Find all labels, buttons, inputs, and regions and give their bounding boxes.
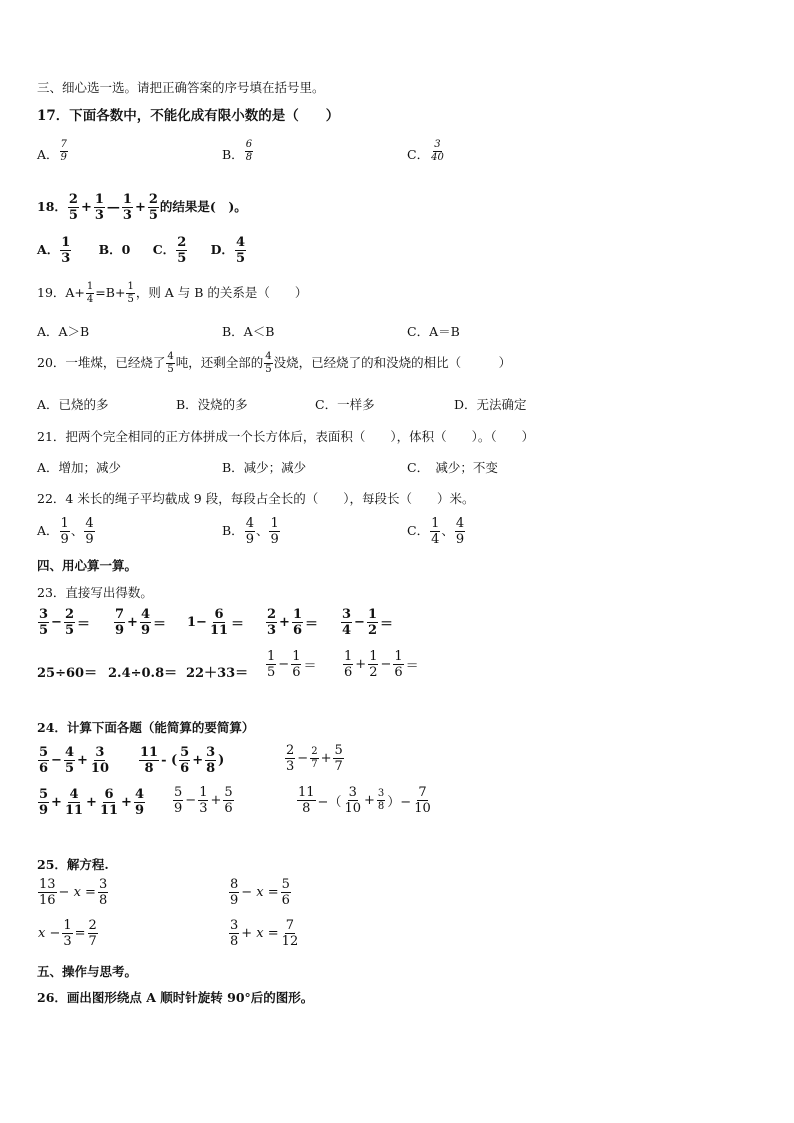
q23-expr-3: 1− $\frac{6}{11}$ ＝ [187, 607, 245, 638]
q25-stem: 25．解方程. [37, 857, 109, 872]
section-4-title: 四、用心算一算。 [37, 558, 138, 573]
q22-option-b: B． $\frac{4}{9}$ 、 $\frac{1}{9}$ [222, 516, 279, 547]
q25-equation-4: $\frac{3}{8}$ + x = $\frac{7}{12}$ [230, 918, 299, 949]
q20-option-b: B．没烧的多 [176, 397, 248, 412]
q23-expr-5: $\frac{3}{4}$ − $\frac{1}{2}$ ＝ [342, 607, 394, 638]
q22-stem: 22．4 米长的绳子平均截成 9 段，每段占全长的（ ），每段长（ ）米。 [37, 491, 475, 506]
q21-option-a: A．增加；减少 [37, 460, 122, 475]
section-5-title: 五、操作与思考。 [37, 964, 138, 979]
q24-expr-3: $\frac{2}{3}$ − $\frac{2}{7}$ + $\frac{5}{7}$ [286, 743, 343, 774]
q19-option-c: C．A＝B [407, 324, 460, 339]
q18-options: A． $\frac{1}{3}$ B．0 C． $\frac{2}{5}$ D． $\frac{4}{5}$ [37, 235, 245, 266]
q23-expr-2: $\frac{7}{9}$ + $\frac{4}{9}$ ＝ [115, 607, 167, 638]
q24-expr-2: $\frac{11}{8}$ - ( $\frac{5}{6}$ + $\frac{3}{8}$ ) [140, 745, 225, 776]
q23-expr-9: $\frac{1}{5}$ − $\frac{1}{6}$ ＝ [267, 649, 317, 680]
q24-expr-5: $\frac{5}{9}$ − $\frac{1}{3}$ + $\frac{5}{6}$ [174, 785, 233, 816]
q26-stem: 26．画出图形绕点 A 顺时针旋转 90°后的图形。 [37, 990, 314, 1005]
q25-equation-1: $\frac{13}{16}$ − x = $\frac{3}{8}$ [39, 877, 108, 908]
q19-option-a: A．A＞B [37, 324, 90, 339]
q23-expr-4: $\frac{2}{3}$ + $\frac{1}{6}$ ＝ [267, 607, 319, 638]
q23-stem: 23．直接写出得数。 [37, 585, 153, 600]
q25-equation-3: x − $\frac{1}{3}$ = $\frac{2}{7}$ [38, 918, 97, 949]
q21-option-c: C． 减少；不变 [407, 460, 498, 475]
q23-expr-6: 25÷60＝ [37, 666, 98, 681]
section-3-title: 三、细心选一选。请把正确答案的序号填在括号里。 [37, 80, 325, 95]
q24-stem: 24．计算下面各题（能简算的要简算） [37, 720, 255, 735]
q24-expr-6: $\frac{11}{8}$ −（ $\frac{3}{10}$ + $\frac{3}{8}$ ）− $\frac{7}{10}$ [298, 785, 431, 816]
q23-expr-7: 2.4÷0.8＝ [108, 666, 178, 681]
q17-option-a: A． $\frac{7}{9}$ [37, 139, 67, 163]
q23-expr-8: 22＋33＝ [186, 666, 249, 681]
q20-option-d: D．无法确定 [454, 397, 527, 412]
q23-expr-10: $\frac{1}{6}$ + $\frac{1}{2}$ − $\frac{1}{6}$ ＝ [344, 649, 419, 680]
q17-stem: 17．下面各数中，不能化成有限小数的是（ ） [37, 108, 340, 124]
q20-option-c: C．一样多 [315, 397, 375, 412]
q22-option-c: C． $\frac{1}{4}$ 、 $\frac{4}{9}$ [407, 516, 465, 547]
q21-stem: 21．把两个完全相同的正方体拼成一个长方体后，表面积（ ），体积（ ）。（ ） [37, 429, 535, 444]
q18-stem: 18． $\frac{2}{5}$ + $\frac{1}{3}$ — $\frac{1}{3}$ + $\frac{2}{5}$ 的结果是( )。 [37, 192, 247, 223]
q17-option-c: C． $\frac{3}{40}$ [407, 139, 444, 163]
q22-option-a: A． $\frac{1}{9}$ 、 $\frac{4}{9}$ [37, 516, 94, 547]
q20-stem: 20．一堆煤，已经烧了 $\frac{4}{5}$ 吨，还剩全部的 $\frac{4}{5}$ 没烧，已经烧了的和没烧的相比（ ） [37, 351, 512, 375]
q17-option-b: B． $\frac{6}{8}$ [222, 139, 253, 163]
q20-option-a: A．已烧的多 [37, 397, 109, 412]
q25-equation-2: $\frac{8}{9}$ − x = $\frac{5}{6}$ [230, 877, 290, 908]
q19-stem: 19．A+ $\frac{1}{4}$ =B+ $\frac{1}{5}$ ，则 A 与 B 的关系是（ ） [37, 281, 308, 305]
q23-expr-1: $\frac{3}{5}$ − $\frac{2}{5}$ ＝ [39, 607, 91, 638]
q21-option-b: B．减少；减少 [222, 460, 307, 475]
q24-expr-4: $\frac{5}{9}$ + $\frac{4}{11}$ + $\frac{6}{11}$ + $\frac{4}{9}$ [39, 787, 144, 818]
q24-expr-1: $\frac{5}{6}$ − $\frac{4}{5}$ + $\frac{3}{10}$ [39, 745, 109, 776]
q19-option-b: B．A＜B [222, 324, 275, 339]
